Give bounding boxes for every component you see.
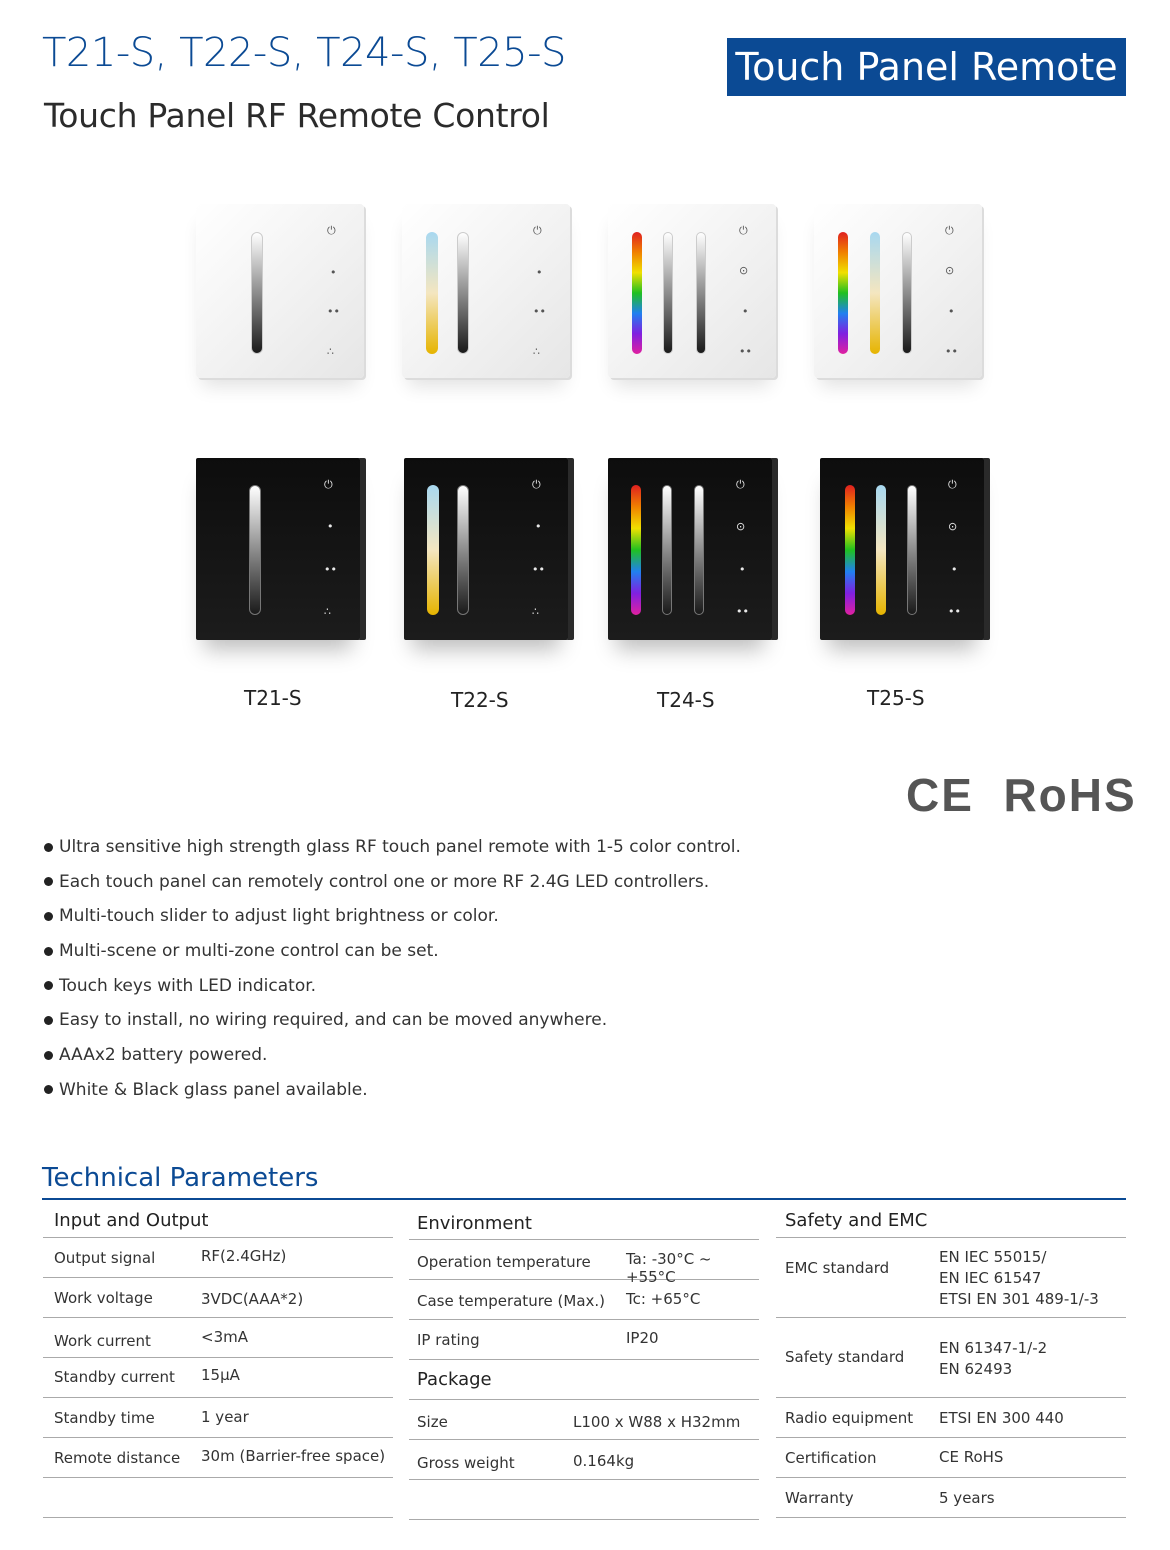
zone-1-icon: •	[739, 563, 746, 576]
table-heading: Environment	[409, 1203, 759, 1240]
table-row: Safety standard EN 61347-1/-2 EN 62493	[776, 1318, 1126, 1398]
brightness-slider	[696, 232, 706, 354]
feature-item: Touch keys with LED indicator.	[44, 972, 741, 1007]
table-row: Size L100 x W88 x H32mm	[409, 1400, 759, 1440]
table-row: Case temperature (Max.) Tc: +65°C	[409, 1280, 759, 1320]
feature-item: Ultra sensitive high strength glass RF touch panel remote with 1-5 color control.	[44, 833, 741, 868]
power-icon: ⏻	[324, 478, 333, 491]
white-slider	[663, 232, 673, 354]
model-label-t25: T25-S	[867, 686, 925, 710]
bullet-icon	[44, 1016, 53, 1025]
feature-list	[44, 833, 741, 1111]
zone-1-icon: •	[536, 266, 543, 279]
bullet-icon	[44, 843, 53, 852]
zone-3-icon: ∴	[324, 605, 331, 618]
page-subtitle: Touch Panel RF Remote Control	[44, 96, 550, 135]
zone-2-icon: ••	[736, 605, 749, 618]
product-image-t24-white	[608, 204, 776, 378]
zone-1-icon: •	[951, 563, 958, 576]
white-slider	[662, 485, 672, 615]
brightness-slider	[902, 232, 912, 354]
power-icon: ⏻	[945, 224, 954, 237]
table-row	[43, 1478, 393, 1518]
product-image-t24-black	[608, 458, 772, 640]
table-row: Warranty 5 years	[776, 1478, 1126, 1518]
table-row: IP rating IP20	[409, 1320, 759, 1360]
zone-3-icon: ∴	[533, 345, 540, 358]
feature-item: White & Black glass panel available.	[44, 1076, 741, 1111]
table-row: EMC standard EN IEC 55015/ EN IEC 61547 ETSI EN 301 489-1/-3	[776, 1238, 1126, 1318]
zone-1-icon: •	[330, 266, 337, 279]
rgb-slider	[631, 485, 641, 615]
section-heading: Technical Parameters	[42, 1163, 319, 1193]
product-image-t21-black	[196, 458, 360, 640]
table-row: Work current <3mA	[43, 1318, 393, 1358]
bullet-icon	[44, 877, 53, 886]
table-row: Standby time 1 year	[43, 1398, 393, 1438]
rgb-slider	[632, 232, 642, 354]
table-row: Work voltage 3VDC(AAA*2)	[43, 1278, 393, 1318]
bullet-icon	[44, 947, 53, 956]
safety-emc-table	[776, 1203, 1126, 1518]
zone-1-icon: •	[742, 305, 749, 318]
model-label-t21: T21-S	[244, 686, 302, 710]
brightness-slider	[249, 485, 261, 615]
feature-item: Multi-scene or multi-zone control can be set.	[44, 937, 741, 972]
table-row	[409, 1480, 759, 1520]
bullet-icon	[44, 912, 53, 921]
zone-2-icon: ••	[948, 605, 961, 618]
rgb-slider	[845, 485, 855, 615]
zone-2-icon: ••	[324, 563, 337, 576]
power-icon: ⏻	[327, 224, 336, 237]
brightness-slider	[694, 485, 704, 615]
mode-icon: ⊙	[736, 520, 746, 533]
brightness-slider	[251, 232, 263, 354]
bullet-icon	[44, 1051, 53, 1060]
color-temp-slider	[870, 232, 880, 354]
rgb-slider	[838, 232, 848, 354]
power-icon: ⏻	[948, 478, 957, 491]
environment-table	[409, 1203, 759, 1520]
table-row: Operation temperature Ta: -30°C ~ +55°C	[409, 1240, 759, 1280]
zone-1-icon: •	[327, 520, 334, 533]
power-icon: ⏻	[736, 478, 745, 491]
feature-item: Easy to install, no wiring required, and can be moved anywhere.	[44, 1006, 741, 1041]
zone-3-icon: ∴	[532, 605, 539, 618]
brightness-slider	[907, 485, 917, 615]
table-heading: Package	[409, 1360, 759, 1400]
power-icon: ⏻	[533, 224, 542, 237]
product-image-t25-black	[820, 458, 984, 640]
table-row: Standby current 15μA	[43, 1358, 393, 1398]
color-temp-slider	[426, 232, 438, 354]
zone-1-icon: •	[948, 305, 955, 318]
product-image-t25-white	[814, 204, 982, 378]
table-row: Certification CE RoHS	[776, 1438, 1126, 1478]
zone-2-icon: ••	[945, 345, 958, 358]
brightness-slider	[457, 485, 469, 615]
mode-icon: ⊙	[945, 264, 955, 277]
product-image-t21-white	[196, 204, 364, 378]
zone-2-icon: ••	[327, 305, 340, 318]
table-row: Radio equipment ETSI EN 300 440	[776, 1398, 1126, 1438]
table-heading: Input and Output	[43, 1203, 393, 1238]
power-icon: ⏻	[532, 478, 541, 491]
feature-item: Each touch panel can remotely control one or more RF 2.4G LED controllers.	[44, 868, 741, 903]
bullet-icon	[44, 981, 53, 990]
feature-item: AAAx2 battery powered.	[44, 1041, 741, 1076]
mode-icon: ⊙	[948, 520, 958, 533]
model-label-t22: T22-S	[451, 688, 509, 712]
table-row: Output signal RF(2.4GHz)	[43, 1238, 393, 1278]
power-icon: ⏻	[739, 224, 748, 237]
product-image-t22-black	[404, 458, 568, 640]
model-label-t24: T24-S	[657, 688, 715, 712]
color-temp-slider	[876, 485, 886, 615]
feature-item: Multi-touch slider to adjust light brightness or color.	[44, 902, 741, 937]
table-row: Remote distance 30m (Barrier-free space)	[43, 1438, 393, 1478]
brightness-slider	[457, 232, 469, 354]
zone-1-icon: •	[535, 520, 542, 533]
table-heading: Safety and EMC	[776, 1203, 1126, 1238]
input-output-table	[43, 1203, 393, 1518]
product-image-t22-white	[402, 204, 570, 378]
zone-2-icon: ••	[739, 345, 752, 358]
zone-2-icon: ••	[533, 305, 546, 318]
page-title: T21-S, T22-S, T24-S, T25-S	[42, 30, 566, 76]
zone-3-icon: ∴	[327, 345, 334, 358]
certification-logos: CE RoHS	[906, 769, 1137, 821]
color-temp-slider	[427, 485, 439, 615]
table-row: Gross weight 0.164kg	[409, 1440, 759, 1480]
category-badge: Touch Panel Remote	[727, 38, 1126, 96]
section-divider	[42, 1198, 1126, 1200]
mode-icon: ⊙	[739, 264, 749, 277]
bullet-icon	[44, 1085, 53, 1094]
zone-2-icon: ••	[532, 563, 545, 576]
